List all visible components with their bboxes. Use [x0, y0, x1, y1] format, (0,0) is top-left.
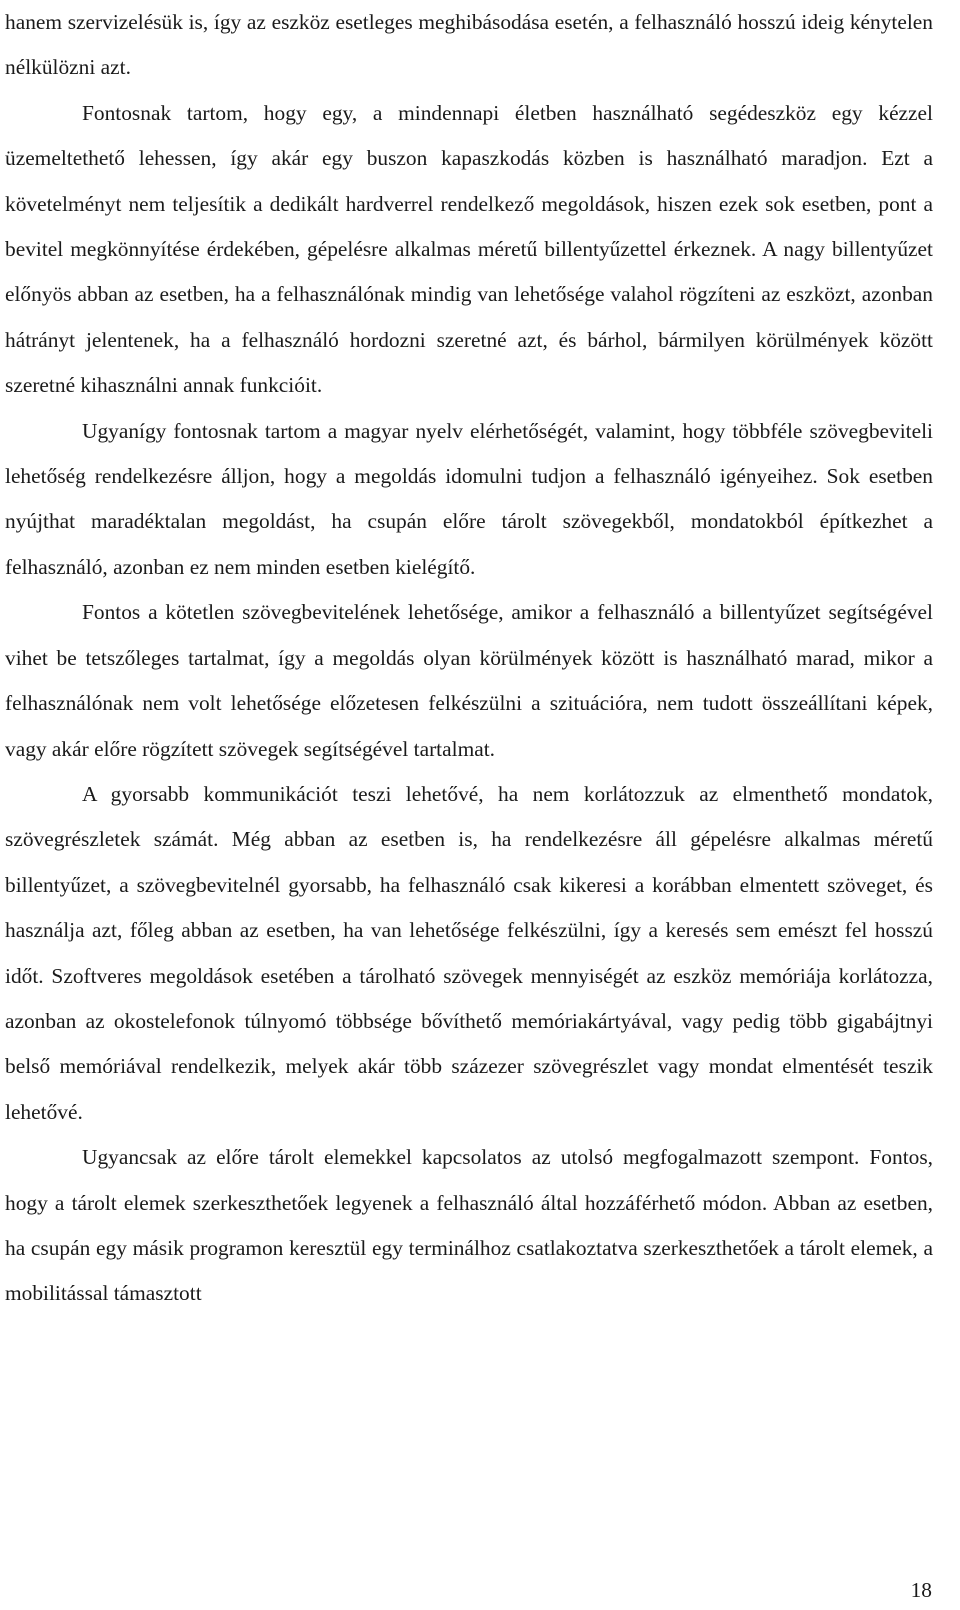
- document-page: [5, 0, 933, 1317]
- paragraph-free-text-input: Fontos a kötetlen szövegbevitelének lehetősége, amikor a felhasználó a billentyűzet segítségével vihet be tetszőleges tartalmat, így a megoldás olyan körülmények között is használható marad, mikor a felhasználónak nem volt lehetősége előzetesen felkészülni a szituációra, nem tudott összeállítani képek, vagy akár előre rögzített szövegek segítségével tartalmat.: [5, 600, 933, 761]
- paragraph-continuation: hanem szervizelésük is, így az eszköz esetleges meghibásodása esetén, a felhasználó hosszú ideig kénytelen nélkülözni azt.: [5, 10, 933, 80]
- paragraph-hungarian-language: Ugyanígy fontosnak tartom a magyar nyelv elérhetőségét, valamint, hogy többféle szövegbeviteli lehetőség rendelkezésre álljon, hogy a megoldás idomulni tudjon a felhasználó igényeihez. Sok esetben nyújthat maradéktalan megoldást, ha csupán előre tárolt szövegekből, mondatokból építkezhet a felhasználó, azonban ez nem minden esetben kielégítő.: [5, 418, 933, 579]
- paragraph-editable-elements: Ugyancsak az előre tárolt elemekkel kapcsolatos az utolsó megfogalmazott szempont. Fontos, hogy a tárolt elemek szerkeszthetőek legyenek a felhasználó által hozzáférhető módon. Abban az esetben, ha csupán egy másik programon keresztül egy terminálhoz csatlakoztatva szerkeszthetőek a tárolt elemek, a mobilitással támasztott: [5, 1145, 933, 1306]
- page-number: 18: [910, 1578, 932, 1602]
- paragraph-one-hand-use: Fontosnak tartom, hogy egy, a mindennapi életben használható segédeszköz egy kézzel üzemeltethető lehessen, így akár egy buszon kapaszkodás közben is használható maradjon. Ezt a követelményt nem teljesítik a dedikált hardverrel rendelkező megoldások, hiszen ezek sok esetben, pont a bevitel megkönnyítése érdekében, gépelésre alkalmas méretű billentyűzettel érkeznek. A nagy billentyűzet előnyös abban az esetben, ha a felhasználónak mindig van lehetősége valahol rögzíteni az eszközt, azonban hátrányt jelentenek, ha a felhasználó hordozni szeretné azt, és bárhol, bármilyen körülmények között szeretné kihasználni annak funkcióit.: [5, 100, 933, 398]
- paragraph-stored-sentences: A gyorsabb kommunikációt teszi lehetővé, ha nem korlátozzuk az elmenthető mondatok, szövegrészletek számát. Még abban az esetben is, ha rendelkezésre áll gépelésre alkalmas méretű billentyűzet, a szövegbevitelnél gyorsabb, ha felhasználó csak kikeresi a korábban elmentett szöveget, és használja azt, főleg abban az esetben, ha van lehetősége felkészülni, így a keresés sem emészt fel hosszú időt. Szoftveres megoldások esetében a tárolható szövegek mennyiségét az eszköz memóriája korlátozza, azonban az okostelefonok túlnyomó többsége bővíthető memóriakártyával, vagy pedig több gigabájtnyi belső memóriával rendelkezik, melyek akár több százezer szövegrészlet vagy mondat elmentését teszik lehetővé.: [5, 781, 933, 1124]
